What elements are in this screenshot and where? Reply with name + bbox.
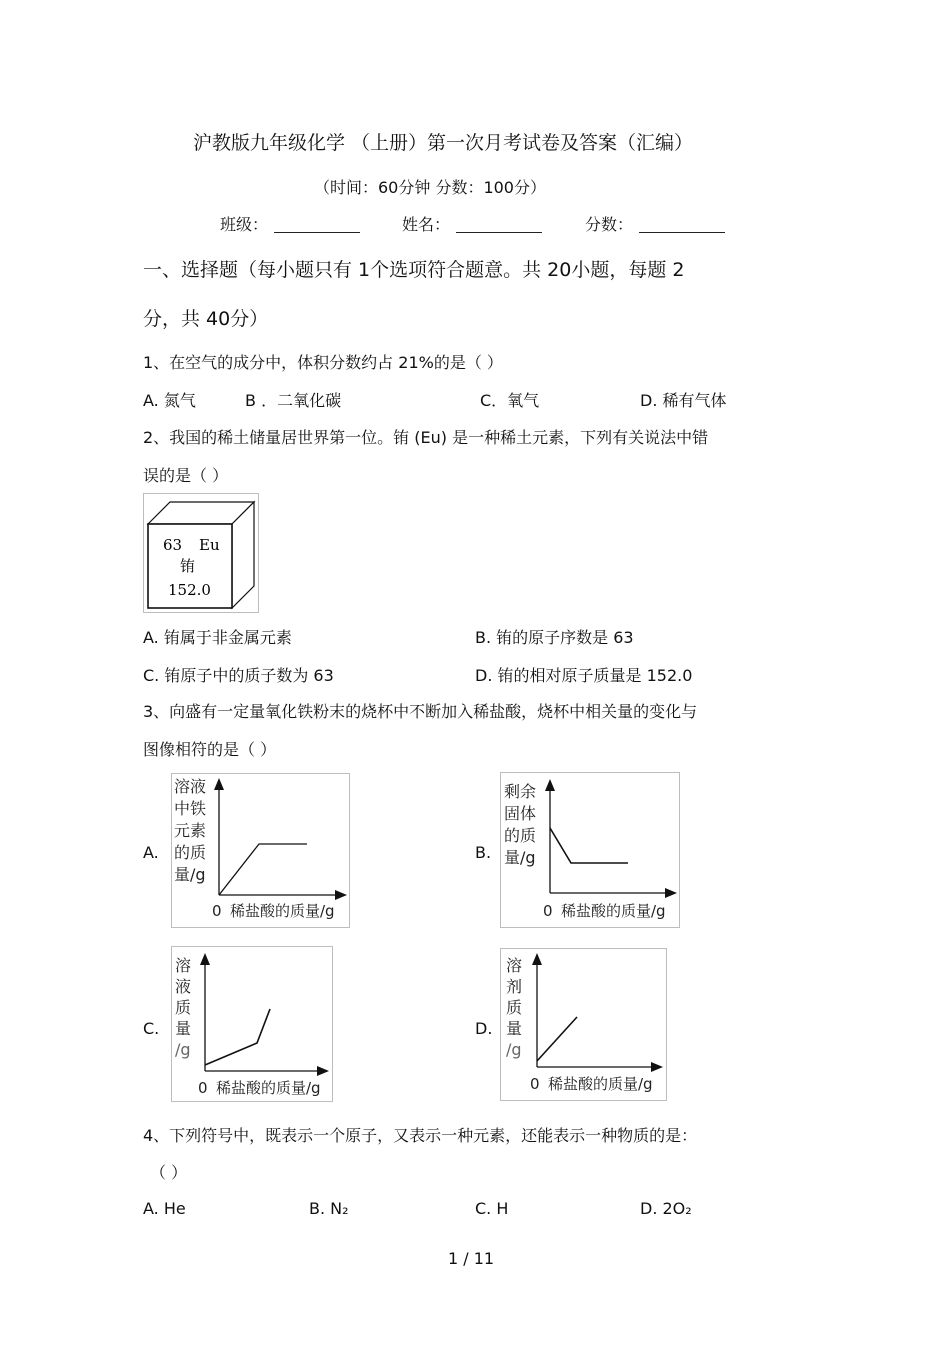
graph-d-ylabel-3: 质 (506, 998, 523, 1017)
q1-stem: 1、在空气的成分中，体积分数约占 21%的是（ ） (143, 353, 503, 372)
name-field (402, 212, 542, 235)
page-number: 1 / 11 (448, 1249, 495, 1268)
graph-a-ylabel-3: 元素 (174, 821, 207, 840)
graph-d-ylabel-2: 剂 (506, 977, 523, 996)
graph-d-xlabel: 稀盐酸的质量/g (548, 1075, 653, 1093)
exam-meta: （时间：60分钟 分数：100分） (314, 178, 546, 197)
q4-option-c: C. H (475, 1199, 509, 1218)
graph-b-ylabel-2: 固体 (504, 804, 537, 823)
score-blank (639, 216, 725, 233)
q4-stem-line2: （ ） (150, 1163, 188, 1182)
page-title: 沪教版九年级化学 （上册）第一次月考试卷及答案（汇编） (193, 132, 694, 154)
element-number: 63 (163, 536, 183, 554)
q3-graph-c (171, 946, 333, 1102)
graph-c-origin: 0 (198, 1079, 208, 1097)
graph-c-x-arrow (317, 1066, 329, 1076)
graph-d-ylabel-1: 溶 (506, 956, 523, 975)
graph-a-ylabel-5: 量/g (174, 865, 206, 884)
q1-option-d: D. 稀有气体 (640, 391, 727, 410)
graph-d-origin: 0 (530, 1075, 540, 1093)
element-mass: 152.0 (168, 581, 211, 599)
q2-option-a: A. 铕属于非金属元素 (143, 628, 292, 647)
graph-c-ylabel-1: 溶 (175, 956, 192, 975)
q3-option-c-letter: C. (143, 1019, 160, 1038)
graph-d-curve (537, 1017, 577, 1061)
graph-b-ylabel-1: 剩余 (504, 782, 537, 801)
q1-option-b: B ．二氧化碳 (245, 391, 342, 410)
graph-c-y-arrow (200, 953, 210, 965)
graph-d-x-arrow (651, 1062, 663, 1072)
graph-b-y-arrow (545, 779, 555, 791)
graph-c-ylabel-2: 液 (175, 977, 192, 996)
graph-d-ylabel-4: 量 (506, 1019, 523, 1038)
graph-c-ylabel-3: 质 (175, 998, 192, 1017)
graph-a-curve (219, 844, 307, 895)
q3-graph-a (171, 773, 350, 928)
graph-a-x-arrow (335, 890, 347, 900)
name-label: 姓名： (402, 215, 451, 234)
q3-stem-line1: 3、向盛有一定量氧化铁粉末的烧杯中不断加入稀盐酸，烧杯中相关量的变化与 (143, 702, 698, 721)
q2-option-c: C. 铕原子中的质子数为 63 (143, 666, 334, 685)
q3-graph-b (500, 772, 680, 928)
graph-b-x-arrow (665, 888, 677, 898)
element-symbol: Eu (199, 536, 220, 554)
graph-d-ylabel-5: /g (506, 1040, 522, 1059)
q1-option-c: C．氧气 (480, 391, 540, 410)
graph-a-y-arrow (214, 778, 224, 790)
class-label: 班级： (220, 215, 269, 234)
element-name: 铕 (180, 557, 196, 575)
q3-graph-d (500, 948, 667, 1101)
graph-c-ylabel-4: 量 (175, 1019, 192, 1038)
element-card-figure (143, 493, 259, 613)
graph-c-ylabel-5: /g (175, 1040, 191, 1059)
graph-a-xlabel: 稀盐酸的质量/g (230, 902, 335, 920)
graph-c-curve (205, 1009, 270, 1065)
score-label: 分数： (585, 215, 634, 234)
q2-stem-line2: 误的是（ ） (143, 466, 229, 485)
graph-a-ylabel-2: 中铁 (174, 799, 207, 818)
graph-a-ylabel-1: 溶液 (174, 777, 207, 796)
graph-a-ylabel-4: 的质 (174, 843, 207, 862)
section-heading-line1: 一、选择题（每小题只有 1个选项符合题意。共 20小题，每题 2 (143, 259, 685, 281)
q2-stem-line1: 2、我国的稀土储量居世界第一位。铕 (Eu) 是一种稀土元素，下列有关说法中错 (143, 428, 709, 447)
graph-b-ylabel-3: 的质 (504, 826, 537, 845)
q3-stem-line2: 图像相符的是（ ） (143, 740, 277, 759)
graph-a-origin: 0 (212, 902, 222, 920)
graph-c-xlabel: 稀盐酸的质量/g (216, 1079, 321, 1097)
q3-option-a-letter: A. (143, 843, 159, 862)
q4-stem-line1: 4、下列符号中，既表示一个原子，又表示一种元素，还能表示一种物质的是： (143, 1126, 698, 1145)
q2-option-b: B. 铕的原子序数是 63 (475, 628, 634, 647)
class-field (220, 212, 360, 235)
q4-option-d: D. 2O₂ (640, 1199, 692, 1218)
q2-option-d: D. 铕的相对原子质量是 152.0 (475, 666, 693, 685)
q1-option-a: A. 氮气 (143, 391, 196, 410)
section-heading-line2: 分，共 40分） (143, 308, 269, 330)
q4-option-a: A. He (143, 1199, 186, 1218)
graph-b-ylabel-4: 量/g (504, 848, 536, 867)
graph-b-xlabel: 稀盐酸的质量/g (561, 902, 666, 920)
score-field (585, 212, 725, 235)
name-blank (456, 216, 542, 233)
q3-option-d-letter: D. (475, 1019, 493, 1038)
q4-option-b: B. N₂ (309, 1199, 349, 1218)
graph-d-y-arrow (532, 953, 542, 965)
q3-option-b-letter: B. (475, 843, 492, 862)
class-blank (274, 216, 360, 233)
graph-b-curve (550, 828, 628, 863)
graph-b-origin: 0 (543, 902, 553, 920)
